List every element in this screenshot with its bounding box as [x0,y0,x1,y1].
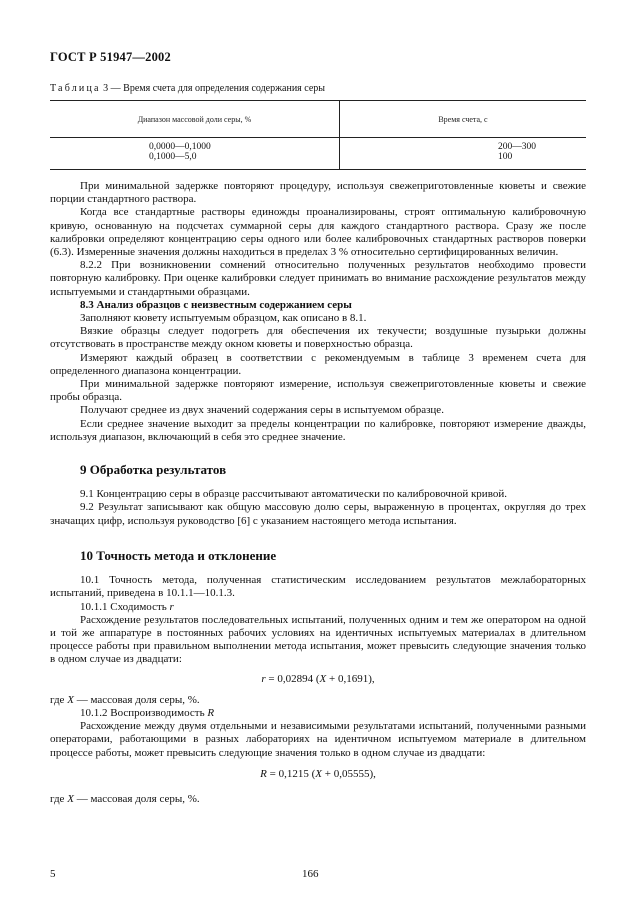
table-cell-times [339,138,586,170]
table-caption-prefix: Таблица [50,83,101,94]
table-caption-text: 3 — Время счета для определения содержания серы [100,83,325,94]
formula-part: + 0,1691), [326,672,375,685]
var: R [207,707,215,720]
table-cell-ranges [50,138,339,170]
label: 10.1.1 Сходимость [80,600,170,613]
var: r [169,600,174,613]
var: X [319,672,327,685]
subsection-heading-10-1-1 [50,601,586,614]
paragraph: Заполняют кювету испытуемым образцом, как описано в 8.1. [80,312,367,325]
paragraph: При минимальной задержке повторяют измерение, используя свежеприготовленные кюветы и свежие пробы образца. [50,378,586,404]
table-cell-time-1: 200—300 [497,142,536,152]
formula-repeatability [50,673,586,686]
where-post: — массовая доля серы, %. [73,693,200,706]
paragraph: Если среднее значение выходит за пределы концентрации по калибровке, повторяют измерение дважды, используя диапазон, включающий в себя это среднее значение. [50,417,586,443]
var: X [67,793,74,806]
where-pre: где [50,693,68,706]
paragraph: Измеряют каждый образец в соответствии с рекомендуемым в таблице 3 временем счета для определенного диапазона концентрации. [50,351,586,377]
section-8-2-text [50,180,586,444]
section-9 [50,463,586,528]
var: X [315,767,322,780]
section-heading-9: 9 Обработка результатов [80,462,227,477]
paragraph: Получают среднее из двух значений содержания серы в испытуемом образце. [80,404,444,417]
var: r [261,672,266,685]
section-10 [50,549,586,806]
formula-reproducibility [50,768,586,781]
footer-page-left: 5 [50,868,56,880]
table-caption [50,83,325,94]
table-header-time: Время счета, с [339,101,586,138]
paragraph: Расхождение результатов последовательных испытаний, полученных одним и тем же оператором на одной и той же аппаратуре в постоянных рабочих условиях на идентичных испытуемых материалах в длительном процессе работы при правильном выполнении метода испытания, может превысить следующие значения только в одном случае из двадцати: [50,613,586,666]
where-pre: где [50,793,68,806]
formula-part: + 0,05555), [321,767,376,780]
footer-page-number: 166 [302,868,319,880]
subsection-heading-8-3: 8.3 Анализ образцов с неизвестным содержанием серы [80,298,352,311]
where-line [50,793,586,806]
table-header-range: Диапазон массовой доли серы, % [50,101,339,138]
paragraph: 9.1 Концентрацию серы в образце рассчитывают автоматически по калибровочной кривой. [80,488,507,501]
paragraph: Вязкие образцы следует подогреть для обеспечения их текучести; воздушные пузырьки должны отсутствовать в пространстве между окном кюветы и поверхностью образца. [50,325,586,351]
where-post: — массовая доля серы, %. [73,793,200,806]
paragraph: 8.2.2 При возникновении сомнений относительно полученных результатов необходимо провести повторную калибровку. При оценке калибровки следует принимать во внимание расхождение результатов между испытуемыми и стандартными образцами. [50,259,586,298]
paragraph: При минимальной задержке повторяют процедуру, используя свежеприготовленные кюветы и свежие порции стандартного раствора. [50,180,586,206]
formula-part: = 0,02894 ( [265,672,320,685]
paragraph: Расхождение между двумя отдельными и независимыми результатами испытаний, полученными разными операторами, работающими в разных лабораториях на идентичном испытуемом материале в длительном процессе работы, может превысить следующие значения только в одном случае из двадцати: [50,720,586,759]
var: R [260,767,267,780]
where-line [50,694,586,707]
paragraph: 10.1 Точность метода, полученная статистическим исследованием результатов межлабораторных испытаний, приведена в 10.1.1—10.1.3. [50,574,586,600]
table-cell-range-1: 0,0000—0,1000 [149,142,211,152]
count-time-table [50,100,586,170]
table-cell-range-2: 0,1000—5,0 [149,152,197,162]
paragraph: Когда все стандартные растворы единожды проанализированы, строят оптимальную калибровочную кривую, основанную на подсчетах суммарной серы для каждого стандартного раствора. Сразу же после калибровки определяют концентрацию серы одного или более калибровочных стандартных растворов поверки (6.3). Измеренные значения должны находиться в пределах 3 % относительно сертифицированных величин. [50,206,586,259]
paragraph: 9.2 Результат записывают как общую массовую долю серы, выраженную в процентах, округляя до трех значащих цифр, используя руководство [6] с указанием настоящего метода испытания. [50,501,586,527]
document-header: ГОСТ Р 51947—2002 [50,50,171,64]
var: X [67,693,74,706]
table-cell-time-2: 100 [497,152,513,162]
subsection-heading-10-1-2 [50,707,586,720]
label: 10.1.2 Воспроизводимость [80,707,208,720]
formula-part: = 0,1215 ( [266,767,316,780]
section-heading-10: 10 Точность метода и отклонение [80,548,277,563]
